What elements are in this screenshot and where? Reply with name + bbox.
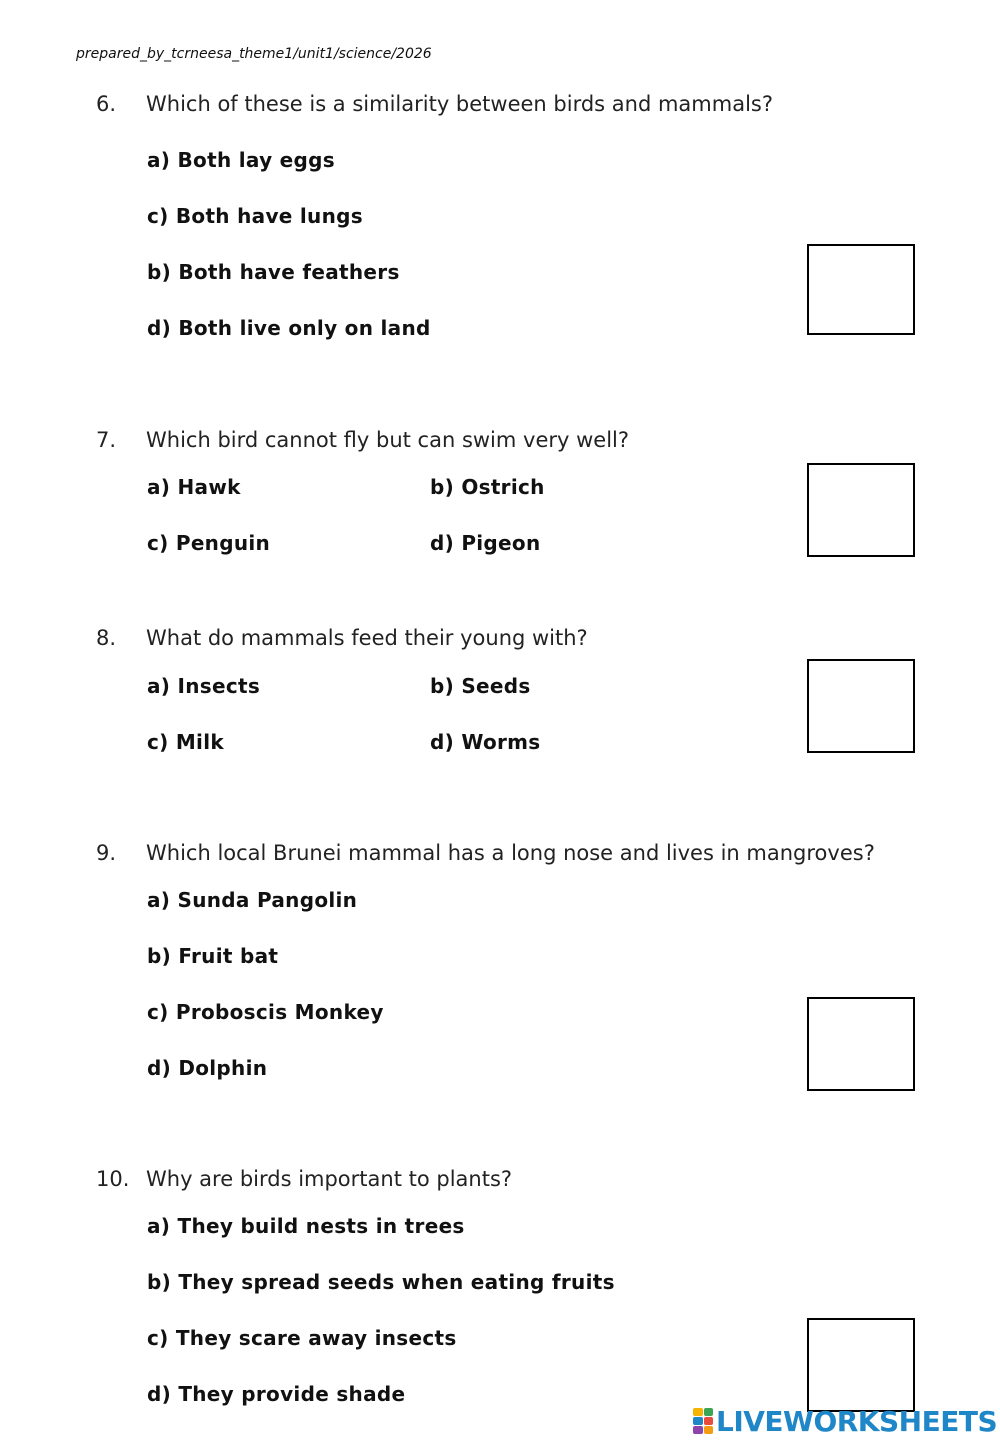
- answer-box-9[interactable]: [807, 997, 915, 1091]
- option-c: c) Both have lungs: [147, 204, 363, 228]
- logo-icon: [693, 1408, 713, 1434]
- question-text: Which of these is a similarity between birds and mammals?: [146, 92, 773, 116]
- option-b: b) Ostrich: [430, 475, 545, 499]
- answer-box-7[interactable]: [807, 463, 915, 557]
- option-d: d) Dolphin: [147, 1056, 268, 1080]
- liveworksheets-logo[interactable]: [693, 1404, 997, 1438]
- option-a: a) Insects: [147, 674, 261, 698]
- option-b: b) Fruit bat: [147, 944, 279, 968]
- answer-box-10[interactable]: [807, 1318, 915, 1412]
- question-number: 9.: [96, 841, 117, 865]
- question-text: Why are birds important to plants?: [146, 1167, 513, 1191]
- option-a: a) They build nests in trees: [147, 1214, 465, 1238]
- option-a: a) Both lay eggs: [147, 148, 335, 172]
- option-a: a) Hawk: [147, 475, 241, 499]
- option-c: c) Penguin: [147, 531, 271, 555]
- answer-box-8[interactable]: [807, 659, 915, 753]
- question-number: 6.: [96, 92, 117, 116]
- question-number: 8.: [96, 626, 117, 650]
- answer-box-6[interactable]: [807, 244, 915, 335]
- question-number: 10.: [96, 1167, 130, 1191]
- question-text: Which bird cannot fly but can swim very well?: [146, 428, 630, 452]
- option-b: b) Both have feathers: [147, 260, 400, 284]
- question-number: 7.: [96, 428, 117, 452]
- option-d: d) They provide shade: [147, 1382, 406, 1406]
- option-c: c) Milk: [147, 730, 224, 754]
- option-d: d) Both live only on land: [147, 316, 431, 340]
- option-b: b) Seeds: [430, 674, 531, 698]
- option-d: d) Worms: [430, 730, 541, 754]
- option-d: d) Pigeon: [430, 531, 541, 555]
- logo-text: LIVEWORKSHEETS: [716, 1404, 998, 1438]
- question-text: Which local Brunei mammal has a long nose and lives in mangroves?: [146, 841, 875, 865]
- option-c: c) Proboscis Monkey: [147, 1000, 384, 1024]
- option-a: a) Sunda Pangolin: [147, 888, 358, 912]
- worksheet-header: prepared_by_tcrneesa_theme1/unit1/science/2026: [76, 46, 432, 62]
- option-b: b) They spread seeds when eating fruits: [147, 1270, 615, 1294]
- question-text: What do mammals feed their young with?: [146, 626, 588, 650]
- option-c: c) They scare away insects: [147, 1326, 457, 1350]
